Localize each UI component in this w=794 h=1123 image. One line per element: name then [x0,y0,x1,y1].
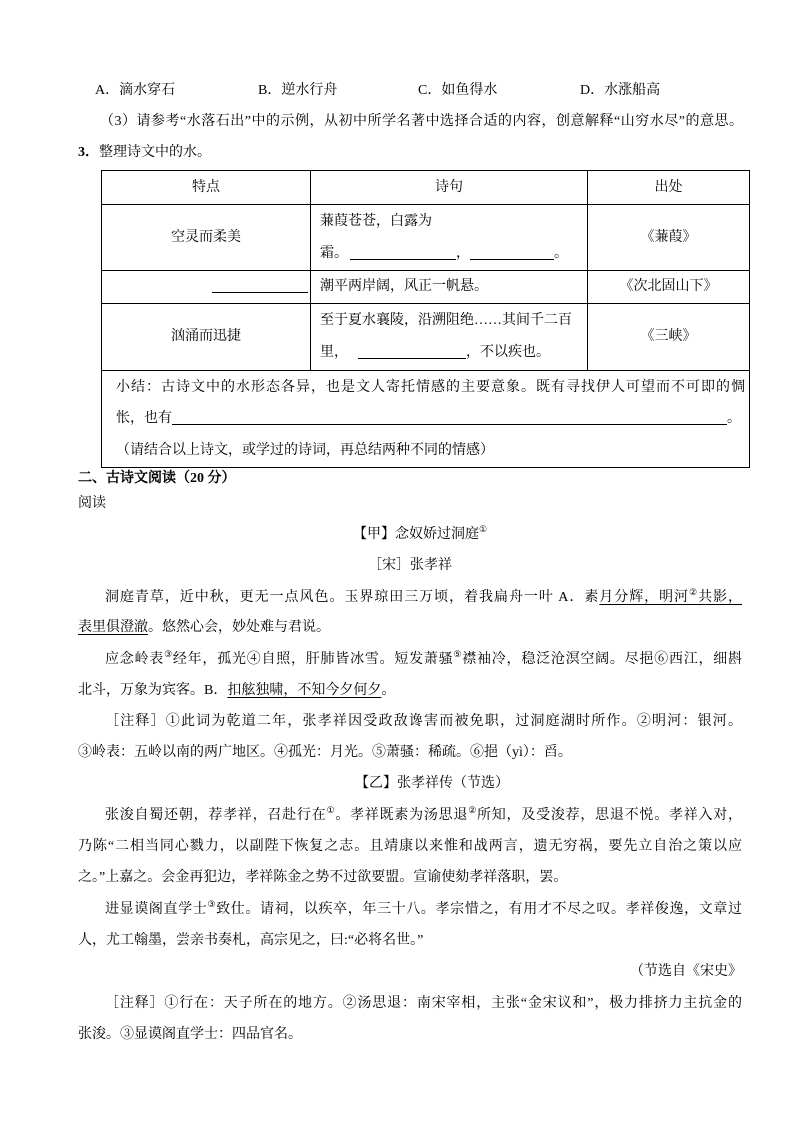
poem-author: ［宋］张孝祥 [368,558,452,573]
annotation-line: ［注释］①此词为乾道二年，张孝祥因受政敌谗害而被免职，过洞庭湖时所作。②明河：银河。 [105,714,742,729]
passage-title: 【乙】张孝祥传（节选） [355,776,509,791]
verse-text: 里， [320,345,348,360]
sub-question-3: （3）请参考“水落石出”中的示例，从初中所学名著中选择合适的内容，创意解释“山穷水尽”的意思。 [100,114,743,129]
poem-text: 经年，孤光④自照，肝肺皆冰雪。短发萧骚 [172,652,454,667]
footnote-marker: ③ [164,649,173,659]
poem-line [105,588,742,608]
annotation-line: ［注释］①行在：天子所在的地方。②汤思退：南宋宰相，主张“金宋议和”，极力排挤力主抗金的 [105,996,742,1011]
passage-text: 。孝祥既素为汤思退 [335,808,469,823]
table-row [102,205,750,271]
footnote-marker: ③ [207,899,217,909]
section-instruction: 阅读 [78,496,106,511]
poem-text: 北斗，万象为宾客。B． [78,683,228,698]
poem-text: 共影， [698,590,742,605]
table-row [102,271,750,304]
header-verse: 诗句 [311,171,588,205]
choice-option-a: A．滴水穿石 [95,83,176,98]
poem-title-text: 【甲】念奴娇过洞庭 [353,527,479,542]
poem-text: 应念岭表 [105,652,165,667]
verse-text: 霜。 [320,245,348,261]
passage-line [105,806,742,826]
passage-line [105,900,742,920]
passage-text: 张浚自蜀还朝，荐孝祥，召赴行在 [105,808,327,823]
header-source: 出处 [588,171,750,205]
answer-blank [350,244,456,260]
underlined-sentence-a-end: 表里俱澄澈 [78,620,148,635]
footnote-marker: ① [479,524,488,534]
question-3 [78,143,211,163]
water-table [101,170,750,468]
question-number: 3． [78,145,99,160]
poem-text: 。 [381,683,396,698]
poem-text: 襟袖冷，稳泛沧溟空阔。尽挹⑥西江，细斟 [462,652,743,667]
choice-option-c: C．如鱼得水 [418,83,498,98]
summary-hint: （请结合以上诗文，或学过的诗词，再总结两种不同的情感） [116,442,494,458]
underlined-sentence-b: 扣舷独啸，不知今夕何夕 [227,683,382,698]
passage-text: 所知，及受浚荐，思退不悦。孝祥入对， [477,808,743,823]
summary-line [116,403,745,435]
verse-cell: 潮平两岸阔，风正一帆悬。 [311,271,588,304]
verse-line: 至于夏水襄陵，沿溯阻绝……其间千二百 [320,313,572,328]
poem-title [353,525,487,545]
verse-cell [311,304,588,371]
summary-text: 。 [727,411,741,427]
choice-option-b: B．逆水行舟 [258,83,338,98]
header-feature: 特点 [102,171,311,205]
choice-option-d: D．水涨船高 [580,83,661,98]
source-cell: 《次北固山下》 [588,271,750,304]
table-row [102,304,750,371]
verse-text: 。 [554,245,568,261]
feature-cell: 空灵而柔美 [102,205,311,271]
table-summary-row [102,371,750,468]
feature-cell: 汹涌而迅捷 [102,304,311,371]
footnote-marker: ① [326,805,336,815]
summary-line: 小结：古诗文中的水形态各异，也是文人寄托情感的主要意象。既有寻找伊人可望而不可即的惆 [116,379,745,395]
passage-line: 乃陈“二相当同心戮力，以副陛下恢复之志。且靖康以来惟和战两言，遗无穷祸，要先立自治之策以应 [78,839,742,854]
footnote-marker: ② [689,587,699,597]
passage-line: 之。”上嘉之。会金再犯边，孝祥陈金之势不过欲要盟。宣谕使劾孝祥落职，罢。 [78,870,568,885]
footnote-marker: ② [468,805,478,815]
poem-text: 月分辉，明河 [599,590,690,605]
annotation-line: 张浚。③显谟阁直学士：四品官名。 [78,1027,302,1042]
annotation-line: ③岭表：五岭以南的两广地区。④孤光：月光。⑤萧骚：稀疏。⑥挹（yì）：舀。 [78,745,572,760]
table-header-row [102,171,750,205]
section-heading: 二、古诗文阅读（20 分） [78,471,236,486]
verse-cell [311,205,588,271]
poem-line [78,681,395,701]
verse-text: ， [456,245,470,261]
passage-source: （节选自《宋史》 [630,964,742,979]
poem-line [78,618,330,638]
summary-cell [102,371,750,468]
verse-line [320,337,587,369]
source-cell: 《三峡》 [588,304,750,371]
passage-text: 进显谟阁直学士 [105,902,208,917]
passage-text: 致仕。请祠，以疾卒，年三十八。孝宗惜之，有用才不尽之叹。孝祥俊逸，文章过 [216,902,743,917]
footnote-marker: ⑤ [453,649,463,659]
summary-text: 怅，也有 [116,411,172,427]
answer-blank [172,409,727,425]
poem-text: 洞庭青草，近中秋，更无一点风色。玉界琼田三万顷，着我扁舟一叶 A．素 [105,590,600,605]
verse-line: 蒹葭苍苍，白露为 [320,213,432,229]
passage-line: 人，尤工翰墨，尝亲书奏札，高宗见之，曰:“必将名世。” [78,933,424,948]
underlined-sentence-a [599,587,742,605]
feature-cell [102,271,311,304]
poem-text: 。悠然心会，妙处难与君说。 [148,620,330,635]
poem-line [105,650,742,670]
answer-blank [212,277,308,293]
verse-line [320,238,587,270]
question-text: 整理诗文中的水。 [99,145,211,160]
source-cell: 《蒹葭》 [588,205,750,271]
answer-blank [470,244,554,260]
verse-text: ，不以疾也。 [466,345,550,360]
answer-blank [358,343,466,359]
